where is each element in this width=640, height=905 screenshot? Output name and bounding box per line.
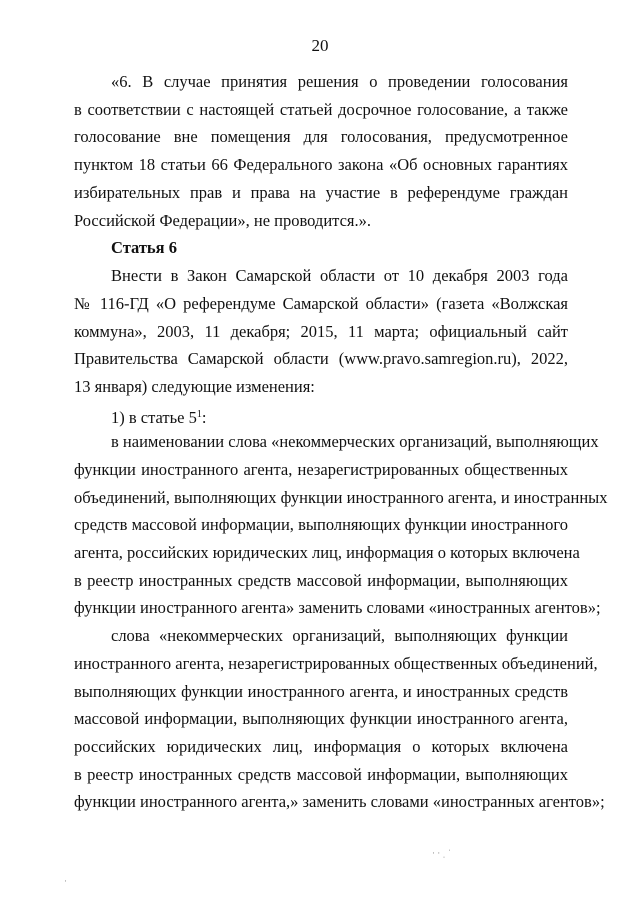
para1-line-1: «6. В случае принятия решения о проведении голосования [111, 72, 568, 91]
para4-line-6: в реестр иностранных средств массовой информации, выполняющих [74, 765, 568, 784]
para4-line-7: функции иностранного агента,» заменить словами «иностранных агентов»; [74, 792, 605, 811]
para1-line-6: Российской Федерации», не проводится.». [74, 211, 371, 230]
para3-line-4: средств массовой информации, выполняющих функции иностранного [74, 515, 568, 534]
para4-line-4: массовой информации, выполняющих функции иностранного агента, [74, 709, 568, 728]
para4-line-3: выполняющих функции иностранного агента, и иностранных средств [74, 682, 568, 701]
para1-line-2: в соответствии с настоящей статьей досрочное голосование, а также [74, 100, 568, 119]
para1-line-5: избирательных прав и права на участие в референдуме граждан [74, 183, 568, 202]
para2-line-4: Правительства Самарской области (www.pravo.samregion.ru), 2022, [74, 349, 568, 368]
para3-line-3: объединений, выполняющих функции иностранного агента, и иностранных [74, 488, 608, 507]
para1-line-3: голосование вне помещения для голосования, предусмотренное [74, 127, 568, 146]
para3-line-1: в наименовании слова «некоммерческих организаций, выполняющих [111, 432, 599, 451]
para3-line-6: в реестр иностранных средств массовой информации, выполняющих [74, 571, 568, 590]
item-1 [111, 405, 568, 428]
para4-line-5: российских юридических лиц, информация о которых включена [74, 737, 568, 756]
item-1-prefix: 1) в статье 5 [111, 408, 197, 427]
scan-speck: · · ˌ ˈ [432, 848, 451, 858]
para1-line-4: пунктом 18 статьи 66 Федерального закона «Об основных гарантиях [74, 155, 568, 174]
para3-line-7: функции иностранного агента» заменить словами «иностранных агентов»; [74, 598, 601, 617]
para2-line-3: коммуна», 2003, 11 декабря; 2015, 11 марта; официальный сайт [74, 322, 568, 341]
para3-line-5: агента, российских юридических лиц, информация о которых включена [74, 543, 580, 562]
item-1-superscript: 1 [196, 409, 202, 420]
para4-line-1: слова «некоммерческих организаций, выполняющих функции [111, 626, 568, 645]
para4-line-2: иностранного агента, незарегистрированных общественных объединений, [74, 654, 598, 673]
para2-line-1: Внести в Закон Самарской области от 10 декабря 2003 года [111, 266, 568, 285]
para2-line-5: 13 января) следующие изменения: [74, 377, 315, 396]
para3-line-2: функции иностранного агента, незарегистрированных общественных [74, 460, 568, 479]
para2-line-2: № 116-ГД «О референдуме Самарской области» (газета «Волжская [74, 294, 568, 313]
item-1-suffix: : [201, 408, 207, 427]
article-heading: Статья 6 [111, 238, 177, 257]
scan-speck: · [64, 876, 67, 886]
page-number: 20 [311, 36, 329, 55]
